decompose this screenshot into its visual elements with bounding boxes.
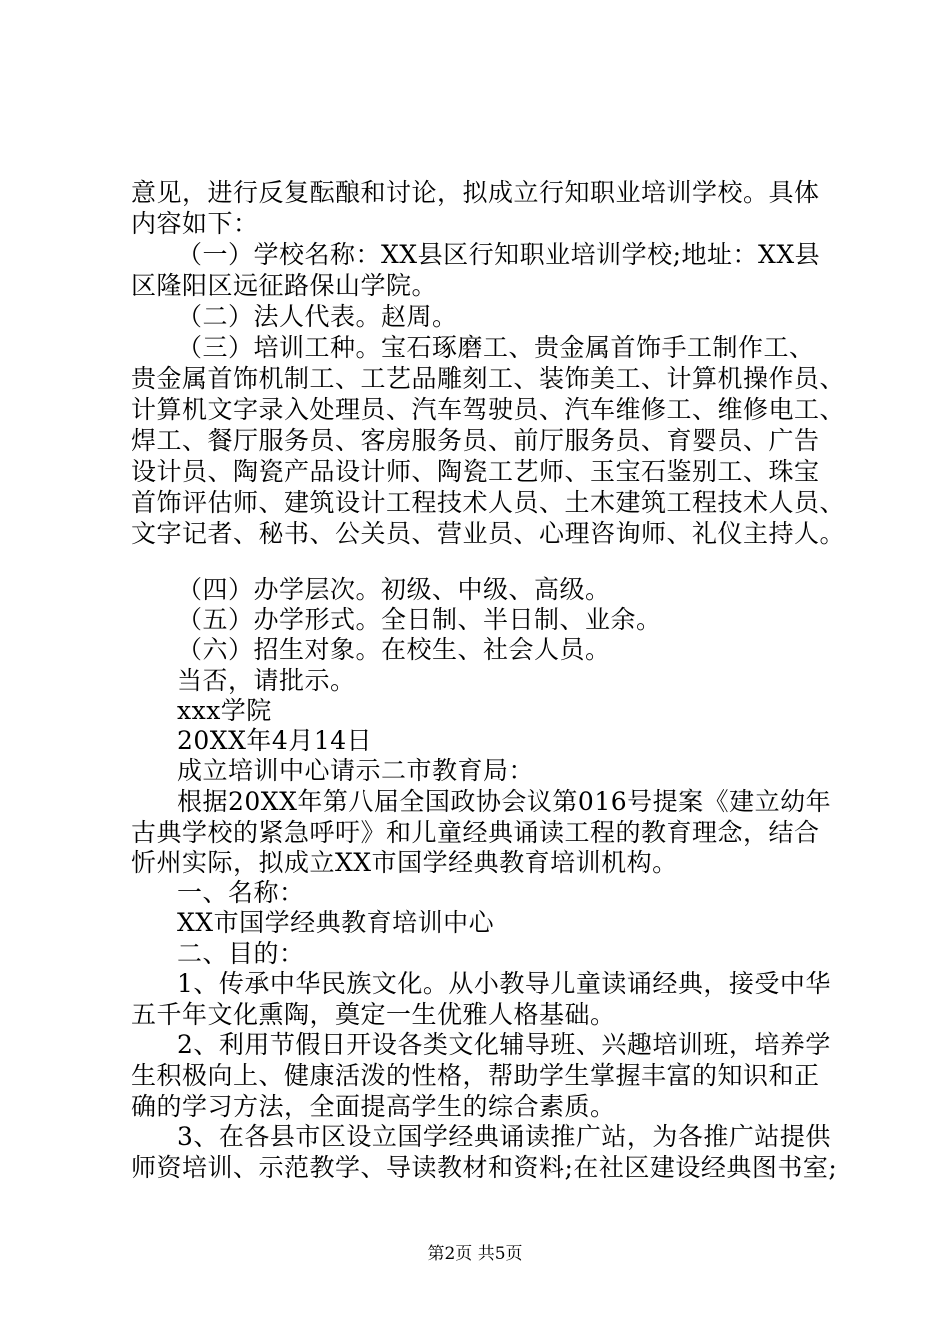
- text-line: xxx学院: [177, 696, 272, 725]
- text-line: 意见，进行反复酝酿和讨论，拟成立行知职业培训学校。具体: [131, 178, 820, 207]
- page-number-footer: 第2页 共5页: [427, 1244, 523, 1264]
- text-line: 当否，请批示。: [177, 666, 356, 695]
- text-line: 确的学习方法，全面提高学生的综合素质。: [131, 1092, 616, 1121]
- text-line: 忻州实际，拟成立XX市国学经典教育培训机构。: [131, 848, 678, 877]
- text-line: 根据20XX年第八届全国政协会议第016号提案《建立幼年: [177, 787, 832, 816]
- text-line: 焊工、餐厅服务员、客房服务员、前厅服务员、育婴员、广告: [131, 426, 820, 455]
- text-line: （六）招生对象。在校生、社会人员。: [177, 635, 611, 664]
- text-line: 成立培训中心请示二市教育局：: [177, 756, 535, 785]
- text-line: 古典学校的紧急呼吁》和儿童经典诵读工程的教育理念，结合: [131, 818, 820, 847]
- text-line: （一）学校名称：XX县区行知职业培训学校;地址：XX县: [177, 240, 821, 269]
- text-line: 文字记者、秘书、公关员、营业员、心理咨询师、礼仪主持人。: [131, 519, 846, 548]
- text-line: 首饰评估师、建筑设计工程技术人员、土木建筑工程技术人员、: [131, 488, 846, 517]
- text-line: 1、传承中华民族文化。从小教导儿童读诵经典，接受中华: [177, 969, 831, 998]
- text-line: （五）办学形式。全日制、半日制、业余。: [177, 605, 662, 634]
- text-line: 3、在各县市区设立国学经典诵读推广站，为各推广站提供: [177, 1122, 831, 1151]
- text-line: 计算机文字录入处理员、汽车驾驶员、汽车维修工、维修电工、: [131, 395, 846, 424]
- text-line: 设计员、陶瓷产品设计师、陶瓷工艺师、玉宝石鉴别工、珠宝: [131, 457, 820, 486]
- text-line: （二）法人代表。赵周。: [177, 302, 458, 331]
- text-line: 一、名称：: [177, 878, 305, 907]
- text-line: XX市国学经典教育培训中心: [177, 908, 495, 937]
- text-line: 2、利用节假日开设各类文化辅导班、兴趣培训班，培养学: [177, 1030, 831, 1059]
- text-line: 贵金属首饰机制工、工艺品雕刻工、装饰美工、计算机操作员、: [131, 364, 846, 393]
- text-line: 区隆阳区远征路保山学院。: [131, 271, 438, 300]
- text-line: 内容如下：: [131, 209, 259, 238]
- text-line: 20XX年4月14日: [177, 726, 373, 755]
- text-line: 师资培训、示范教学、导读教材和资料;在社区建设经典图书室;: [131, 1153, 838, 1182]
- text-line: （三）培训工种。宝石琢磨工、贵金属首饰手工制作工、: [177, 333, 815, 362]
- text-line: 二、目的：: [177, 939, 305, 968]
- text-line: （四）办学层次。初级、中级、高级。: [177, 575, 611, 604]
- text-line: 五千年文化熏陶，奠定一生优雅人格基础。: [131, 1000, 616, 1029]
- text-line: 生积极向上、健康活泼的性格，帮助学生掌握丰富的知识和正: [131, 1061, 820, 1090]
